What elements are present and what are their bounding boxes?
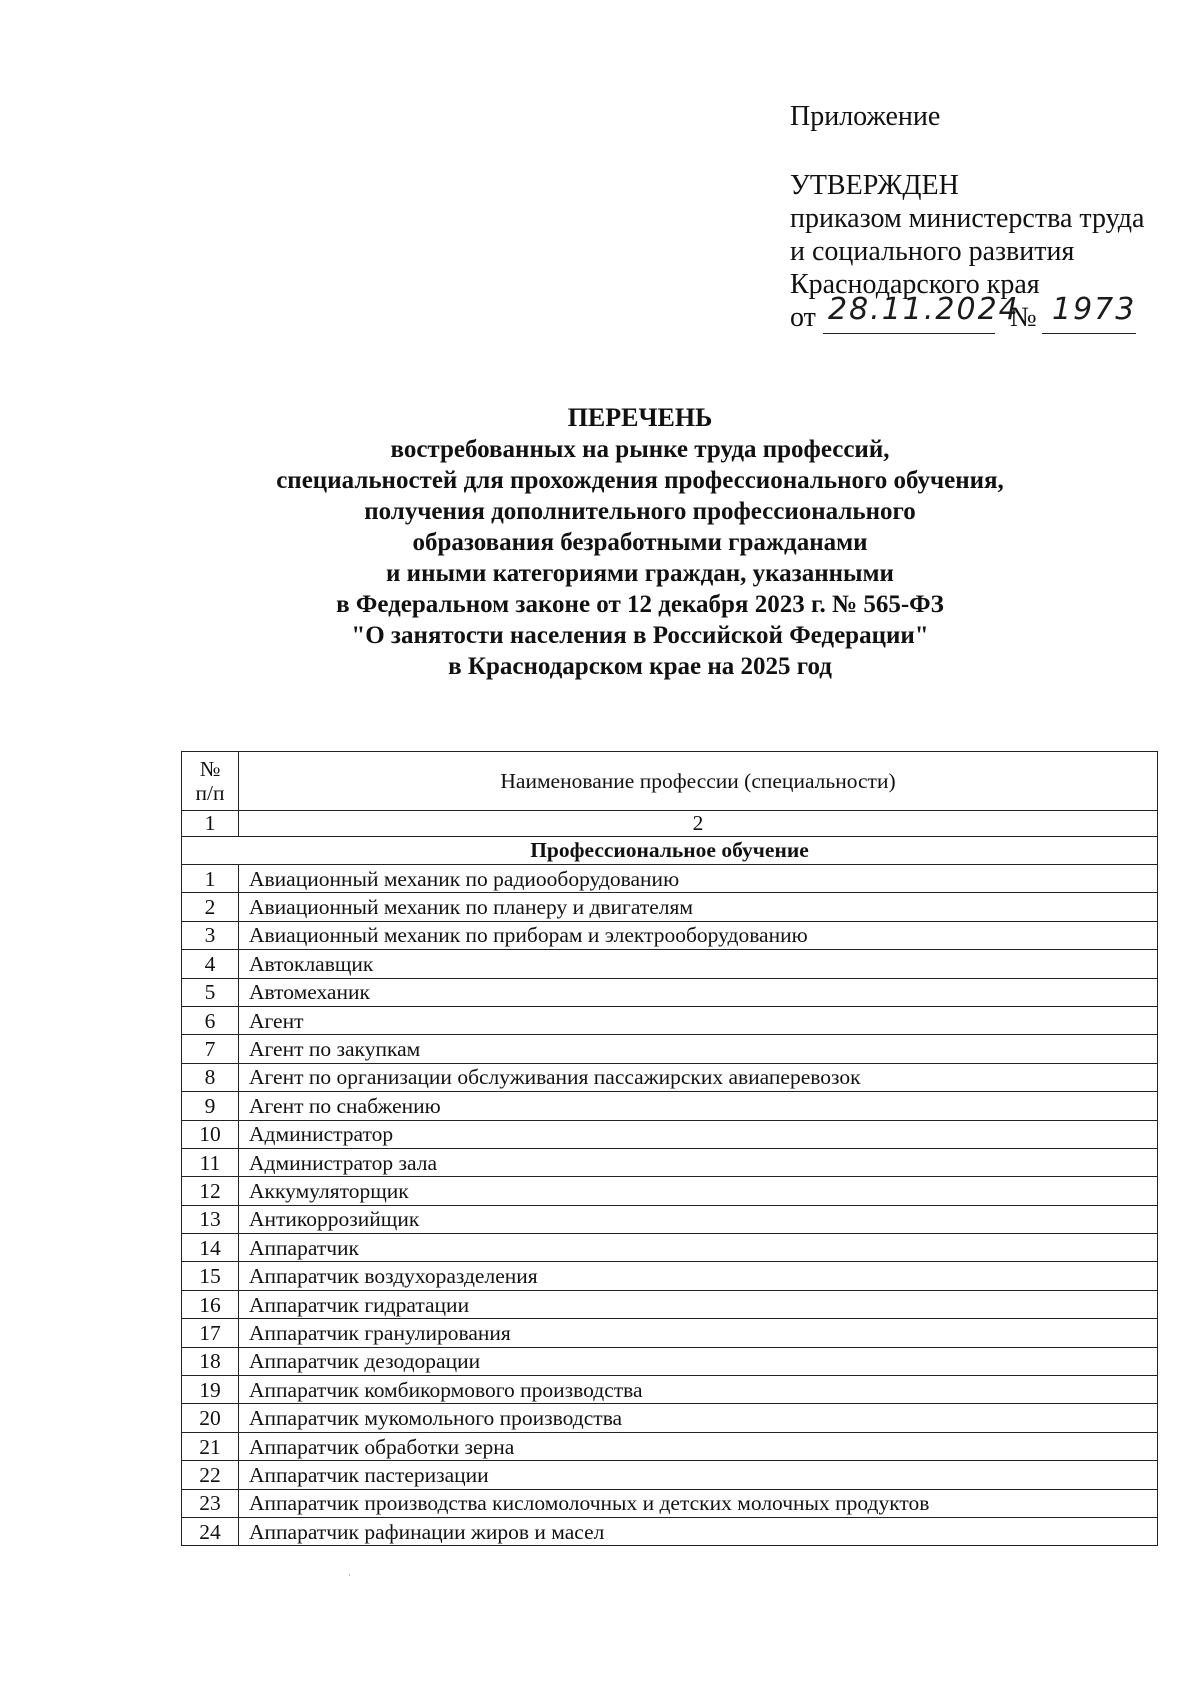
approval-block (790, 100, 1170, 337)
profession-name: Автоклавщик (239, 950, 1158, 978)
row-number: 8 (182, 1063, 239, 1091)
section-title: Профессиональное обучение (182, 837, 1158, 865)
profession-name: Администратор (239, 1120, 1158, 1148)
row-number: 22 (182, 1461, 239, 1489)
row-number: 1 (182, 865, 239, 893)
row-number: 12 (182, 1177, 239, 1205)
table-row (182, 1148, 1158, 1176)
row-number: 21 (182, 1432, 239, 1460)
table-row (182, 893, 1158, 921)
profession-name: Аппаратчик воздухоразделения (239, 1262, 1158, 1290)
row-number: 15 (182, 1262, 239, 1290)
title-line-5: и иными категориями граждан, указанными (386, 560, 894, 587)
row-number: 3 (182, 921, 239, 949)
approval-line-1: приказом министерства труда (790, 203, 1145, 234)
profession-name: Аппаратчик мукомольного производства (239, 1404, 1158, 1432)
row-number: 14 (182, 1234, 239, 1262)
table-header-row (182, 752, 1158, 811)
title-line-3: получения дополнительного профессионального (364, 498, 916, 525)
table-row (182, 1319, 1158, 1347)
date-prefix: от (790, 302, 816, 333)
profession-name: Авиационный механик по приборам и электрооборудованию (239, 921, 1158, 949)
approved-label: УТВЕРЖДЕН (790, 170, 959, 201)
table-row (182, 1432, 1158, 1460)
table-row (182, 1234, 1158, 1262)
number-prefix: № (1010, 302, 1037, 333)
table-row (182, 950, 1158, 978)
profession-name: Аппаратчик комбикормового производства (239, 1376, 1158, 1404)
profession-name: Аппаратчик (239, 1234, 1158, 1262)
column-number-1: 1 (182, 811, 239, 837)
approval-line-3: Краснодарского края (790, 269, 1040, 300)
table-row (182, 1347, 1158, 1375)
table-row (182, 1290, 1158, 1318)
profession-name: Администратор зала (239, 1148, 1158, 1176)
title-main: ПЕРЕЧЕНЬ (567, 403, 713, 432)
row-number: 24 (182, 1517, 239, 1545)
profession-name: Агент (239, 1006, 1158, 1034)
table-row (182, 1035, 1158, 1063)
title-line-8: в Краснодарском крае на 2025 год (448, 653, 832, 680)
section-row (182, 837, 1158, 865)
profession-name: Авиационный механик по радиооборудованию (239, 865, 1158, 893)
handwritten-number: 1973 (1052, 292, 1137, 327)
header-num-symbol: № (199, 757, 221, 781)
table-row (182, 978, 1158, 1006)
table-row (182, 1063, 1158, 1091)
profession-name: Аппаратчик обработки зерна (239, 1432, 1158, 1460)
title-line-4: образования безработными гражданами (412, 529, 868, 556)
header-num-abbr: п/п (195, 781, 225, 805)
title-line-2: специальностей для прохождения профессионального обучения, (276, 467, 1004, 494)
table-row (182, 1120, 1158, 1148)
profession-name: Агент по снабжению (239, 1092, 1158, 1120)
date-underline (823, 333, 995, 334)
appendix-label: Приложение (790, 101, 941, 132)
row-number: 19 (182, 1376, 239, 1404)
row-number: 11 (182, 1148, 239, 1176)
column-number-2: 2 (239, 811, 1158, 837)
table-row (182, 1092, 1158, 1120)
table-row (182, 1177, 1158, 1205)
row-number: 18 (182, 1347, 239, 1375)
header-num-cell (182, 752, 239, 811)
table-row (182, 1006, 1158, 1034)
title-line-7: "О занятости населения в Российской Федерации" (351, 622, 929, 649)
column-number-row (182, 811, 1158, 837)
row-number: 6 (182, 1006, 239, 1034)
scan-speck (349, 1574, 350, 1576)
table-row (182, 1205, 1158, 1233)
profession-name: Аппаратчик рафинации жиров и масел (239, 1517, 1158, 1545)
profession-name: Автомеханик (239, 978, 1158, 1006)
document-title (150, 402, 1130, 682)
table-row (182, 1517, 1158, 1545)
approval-line-2: и социального развития (790, 236, 1075, 267)
number-underline (1042, 333, 1136, 334)
row-number: 4 (182, 950, 239, 978)
header-name-cell: Наименование профессии (специальности) (239, 752, 1158, 811)
profession-name: Антикоррозийщик (239, 1205, 1158, 1233)
profession-name: Аппаратчик гидратации (239, 1290, 1158, 1318)
table-row (182, 1376, 1158, 1404)
order-date-line (790, 292, 1170, 337)
title-line-6: в Федеральном законе от 12 декабря 2023 г. № 565-ФЗ (336, 591, 944, 618)
row-number: 2 (182, 893, 239, 921)
table-row (182, 1461, 1158, 1489)
profession-name: Аппаратчик производства кисломолочных и детских молочных продуктов (239, 1489, 1158, 1517)
row-number: 7 (182, 1035, 239, 1063)
profession-name: Аккумуляторщик (239, 1177, 1158, 1205)
row-number: 10 (182, 1120, 239, 1148)
row-number: 23 (182, 1489, 239, 1517)
row-number: 16 (182, 1290, 239, 1318)
professions-table (181, 751, 1158, 1546)
row-number: 13 (182, 1205, 239, 1233)
handwritten-date: 28.11.2024 (828, 292, 1020, 327)
row-number: 5 (182, 978, 239, 1006)
row-number: 9 (182, 1092, 239, 1120)
profession-name: Агент по закупкам (239, 1035, 1158, 1063)
table-row (182, 1489, 1158, 1517)
table-row (182, 1262, 1158, 1290)
profession-name: Аппаратчик гранулирования (239, 1319, 1158, 1347)
table-row (182, 865, 1158, 893)
row-number: 20 (182, 1404, 239, 1432)
profession-name: Аппаратчик пастеризации (239, 1461, 1158, 1489)
profession-name: Авиационный механик по планеру и двигателям (239, 893, 1158, 921)
table-row (182, 1404, 1158, 1432)
title-line-1: востребованных на рынке труда профессий, (390, 436, 890, 463)
row-number: 17 (182, 1319, 239, 1347)
table-row (182, 921, 1158, 949)
profession-name: Агент по организации обслуживания пассажирских авиаперевозок (239, 1063, 1158, 1091)
profession-name: Аппаратчик дезодорации (239, 1347, 1158, 1375)
